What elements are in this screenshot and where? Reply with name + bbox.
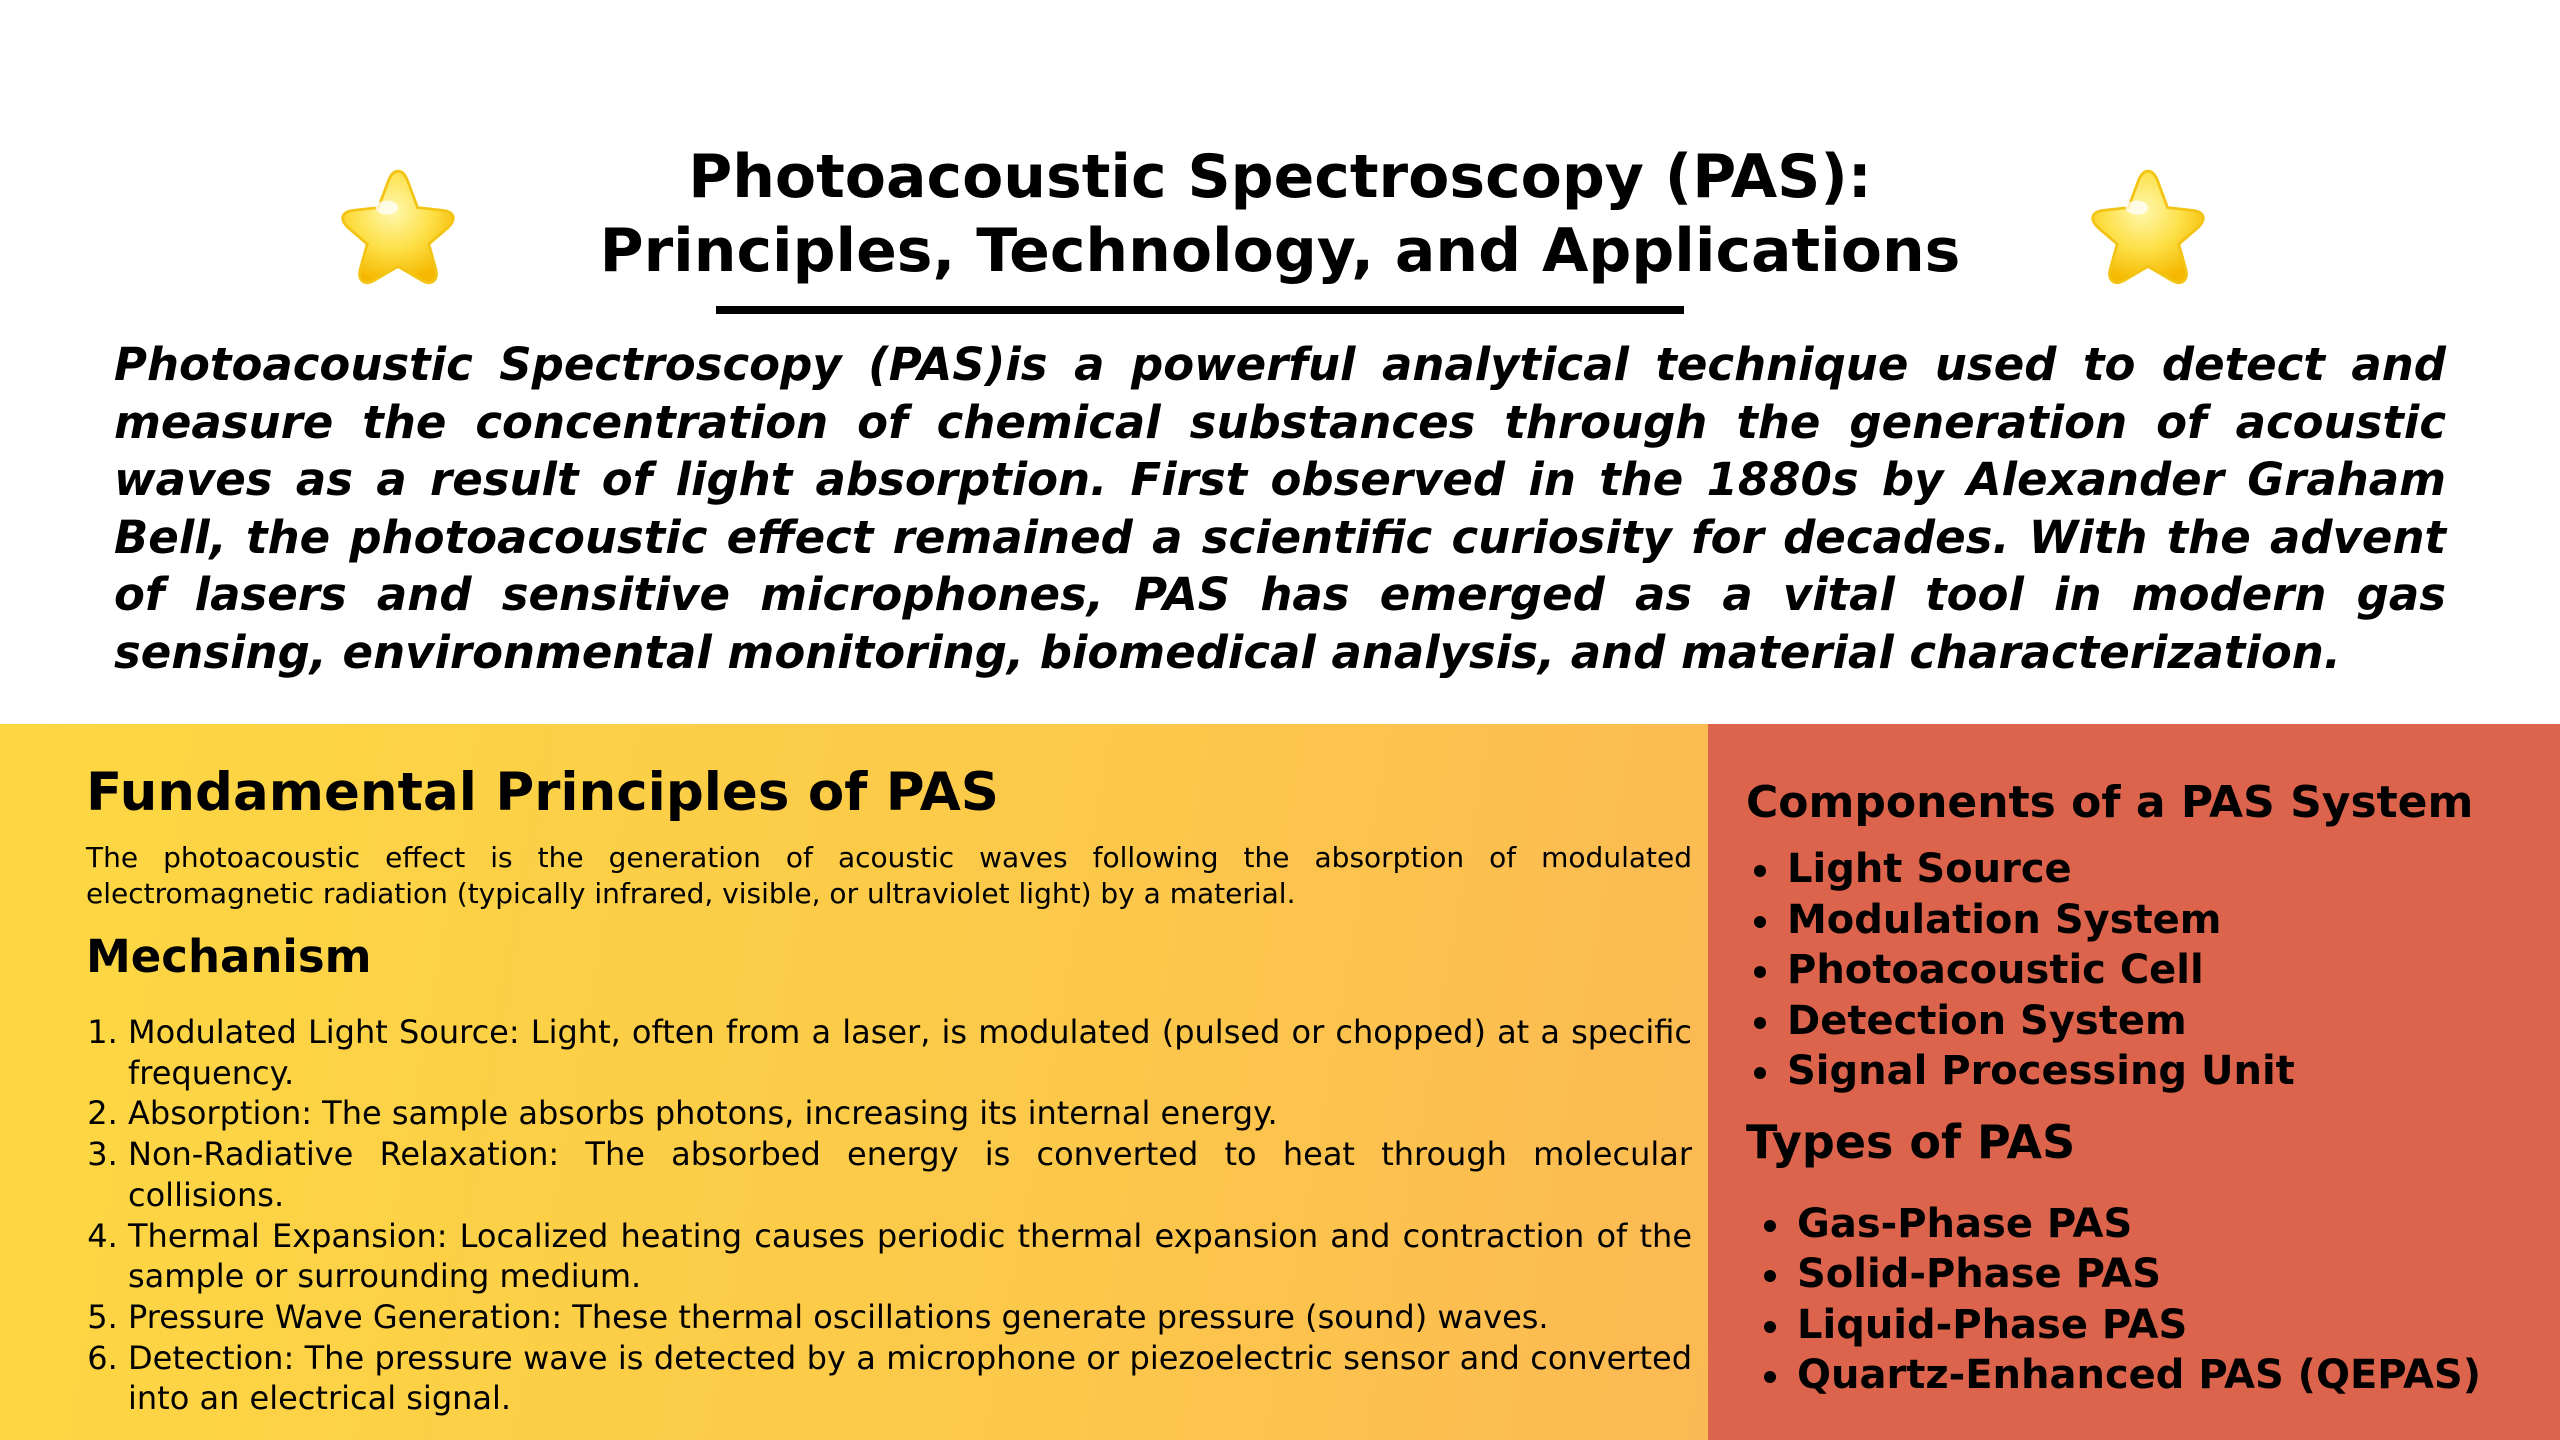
list-item: Liquid-Phase PAS <box>1756 1300 2546 1351</box>
title-line-1: Photoacoustic Spectroscopy (PAS): <box>688 142 1872 212</box>
list-item: Gas-Phase PAS <box>1756 1199 2546 1250</box>
mechanism-step: 6. Detection: The pressure wave is detected by a microphone or piezoelectric sensor and converted into an electrical signal. <box>128 1338 1692 1419</box>
principles-panel <box>0 724 1708 1440</box>
title-underline <box>716 306 1684 314</box>
components-heading: Components of a PAS System <box>1746 777 2474 828</box>
list-item: Signal Processing Unit <box>1746 1046 2546 1097</box>
components-panel <box>1708 724 2560 1440</box>
list-item: Quartz-Enhanced PAS (QEPAS) <box>1756 1350 2546 1401</box>
mechanism-step: 1. Modulated Light Source: Light, often from a laser, is modulated (pulsed or chopped) at a specific frequency. <box>128 1012 1692 1093</box>
principles-heading: Fundamental Principles of PAS <box>86 762 999 823</box>
components-content <box>1746 774 2546 1401</box>
list-item: Modulation System <box>1746 895 2546 946</box>
mechanism-step: 3. Non-Radiative Relaxation: The absorbed energy is converted to heat through molecular collisions. <box>128 1134 1692 1215</box>
types-heading: Types of PAS <box>1746 1114 2076 1169</box>
list-item: Light Source <box>1746 844 2546 895</box>
mechanism-heading: Mechanism <box>86 930 372 983</box>
intro-paragraph: Photoacoustic Spectroscopy (PAS)is a powerful analytical technique used to detect and measure the concentration of chemical substances through the generation of acoustic waves as a result of light absorption. First observed in the 1880s by Alexander Graham Bell, the photoacoustic effect remained a scientific curiosity for decades. With the advent of lasers and sensitive microphones, PAS has emerged as a vital tool in modern gas sensing, environmental monitoring, biomedical analysis, and material characterization. <box>114 338 2446 679</box>
list-item: Detection System <box>1746 996 2546 1047</box>
mechanism-step: 2. Absorption: The sample absorbs photons, increasing its internal energy. <box>128 1093 1692 1134</box>
principles-content <box>86 760 1692 1419</box>
page-title <box>430 140 2130 288</box>
mechanism-list <box>86 1012 1692 1419</box>
mechanism-step: 4. Thermal Expansion: Localized heating causes periodic thermal expansion and contraction of the sample or surrounding medium. <box>128 1216 1692 1297</box>
list-item: Photoacoustic Cell <box>1746 945 2546 996</box>
list-item: Solid-Phase PAS <box>1756 1249 2546 1300</box>
title-line-2: Principles, Technology, and Applications <box>599 216 1961 286</box>
components-list <box>1746 844 2546 1097</box>
mechanism-step: 5. Pressure Wave Generation: These thermal oscillations generate pressure (sound) waves. <box>128 1297 1692 1338</box>
types-list <box>1756 1199 2546 1401</box>
principles-description: The photoacoustic effect is the generation of acoustic waves following the absorption of modulated electromagnetic radiation (typically infrared, visible, or ultraviolet light) by a material. <box>86 841 1692 910</box>
